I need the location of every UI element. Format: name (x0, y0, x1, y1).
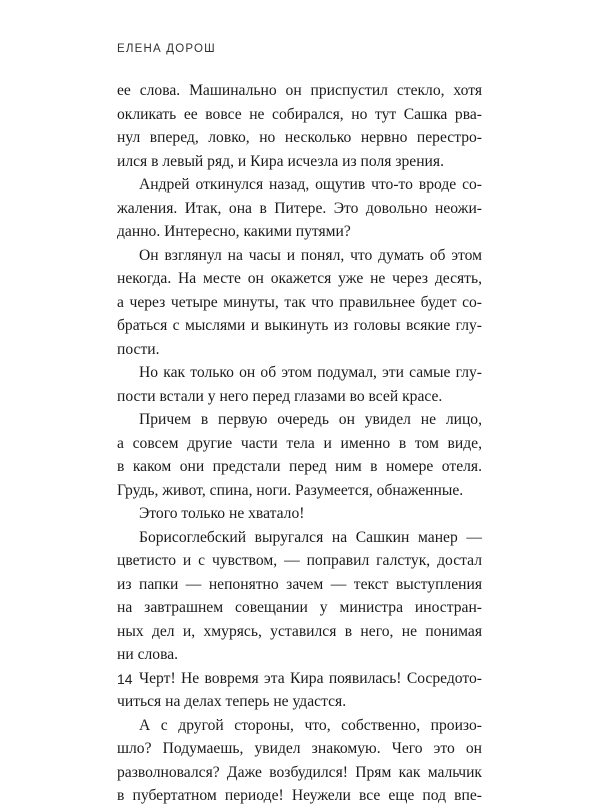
page-number: 14 (117, 671, 133, 687)
text-line: из папки — непонятно зачем — текст выступления (117, 575, 482, 593)
text-line: в пубертатном периоде! Неужели все еще под впе- (117, 787, 482, 804)
text-line: ни слова. (117, 646, 179, 663)
text-line: шло? Подумаешь, увидел знакомую. Чего это он (117, 740, 482, 757)
text-line: на завтрашнем совещании у министра иностран- (117, 599, 482, 616)
text-line: а через четыре минуты, так что правильнее будет со- (117, 293, 482, 311)
text-line: Борисоглебский выругался на Сашкин манер — (139, 528, 482, 546)
text-line: Причем в первую очередь он увидел не лицо, (139, 411, 482, 428)
text-line: А с другой стороны, что, собственно, произо- (139, 716, 482, 734)
text-line: данно. Интересно, какими путями? (117, 223, 351, 240)
text-line: жаления. Итак, она в Питере. Это довольно неожи- (117, 199, 482, 217)
body-text (117, 79, 482, 808)
text-line: Он взглянул на часы и понял, что думать об этом (139, 246, 482, 264)
text-line: нул вперед, ловко, но несколько нервно перестро- (117, 129, 482, 146)
text-line: в каком они предстали перед ним в номере отеля. (117, 458, 482, 475)
text-line: браться с мыслями и выкинуть из головы всякие глу- (117, 317, 482, 334)
text-line: Черт! Не вовремя эта Кира появилась! Сосредото- (139, 669, 482, 687)
text-line: Но как только он об этом подумал, эти самые глу- (139, 364, 482, 381)
running-head: ЕЛЕНА ДОРОШ (117, 43, 216, 55)
text-line: Грудь, живот, спина, ноги. Разумеется, обнаженные. (117, 481, 464, 499)
text-line: окликать ее вовсе не собирался, но тут Сашка рва- (117, 105, 482, 123)
text-line: читься на делах теперь не удастся. (117, 693, 347, 710)
text-line: ее слова. Машинально он приспустил стекло, хотя (117, 82, 482, 99)
text-line: разволновался? Даже возбудился! Прям как мальчик (117, 763, 482, 781)
text-line: некогда. На месте он окажется уже не через десять, (117, 270, 482, 287)
text-line: Андрей откинулся назад, ощутив что-то вроде со- (139, 176, 482, 193)
text-line: ных дел и, хмурясь, уставился в него, не понимая (117, 622, 482, 640)
text-line: цветисто и с чувством, — поправил галстук, достал (117, 552, 482, 569)
text-line: пости встали у него перед глазами во всей красе. (117, 387, 443, 405)
text-line: пости. (117, 340, 160, 358)
text-line: а совсем другие части тела и именно в том виде, (117, 434, 482, 452)
text-line: ился в левый ряд, и Кира исчезла из поля зрения. (117, 152, 444, 170)
text-line: Этого только не хватало! (139, 505, 305, 522)
